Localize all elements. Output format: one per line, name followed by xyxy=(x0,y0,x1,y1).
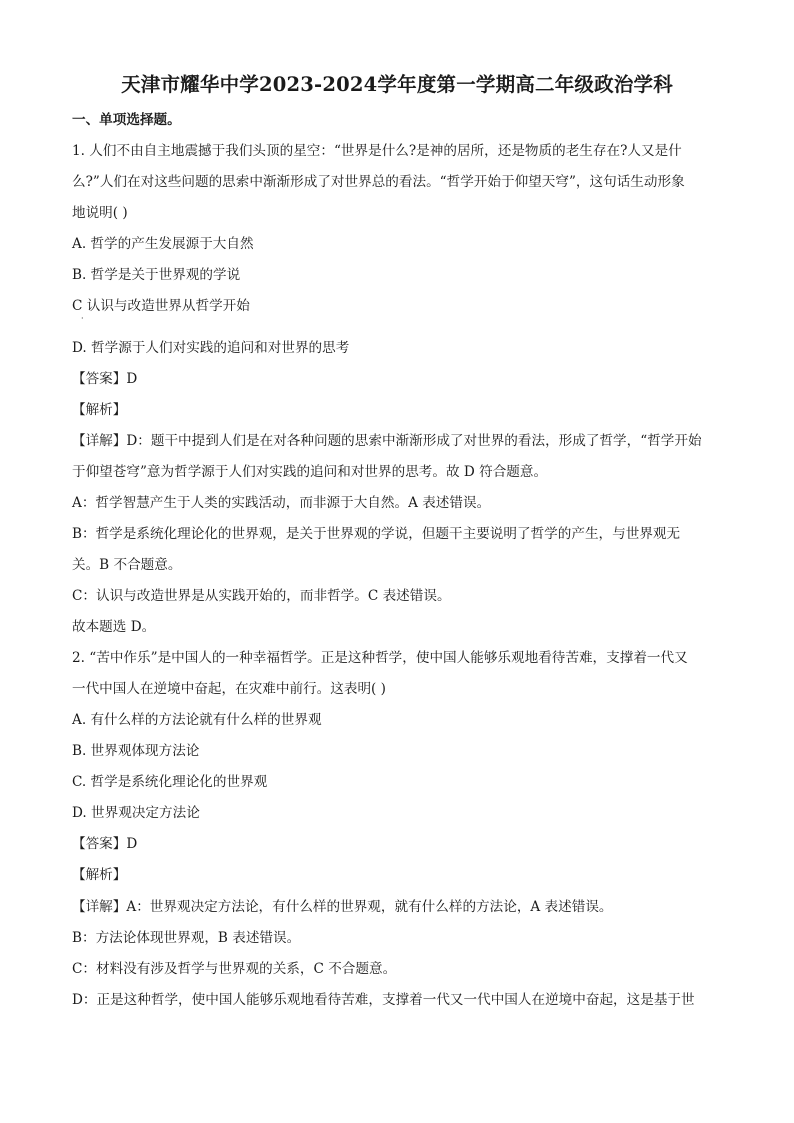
q1-explain-line-4: B：哲学是系统化理论化的世界观，是关于世界观的学说，但题干主要说明了哲学的产生，与世界观无 xyxy=(72,526,681,542)
q1-explain-line-2: 于仰望苍穹”意为哲学源于人们对实践的追问和对世界的思考。故 D 符合题意。 xyxy=(72,464,548,480)
q2-answer: 【答案】D xyxy=(72,836,138,852)
q1-analysis-label: 【解析】 xyxy=(72,402,127,418)
q2-option-b: B. 世界观体现方法论 xyxy=(72,743,200,759)
q1-explain-line-5: 关。B 不合题意。 xyxy=(72,557,182,573)
q1-option-d: D. 哲学源于人们对实践的追问和对世界的思考 xyxy=(72,340,350,356)
q2-option-c: C. 哲学是系统化理论化的世界观 xyxy=(72,774,268,790)
q2-stem-line-1: 2. “苦中作乐”是中国人的一种幸福哲学。正是这种哲学，使中国人能够乐观地看待苦难，支撑着一代又 xyxy=(72,650,688,666)
q1-option-b: B. 哲学是关于世界观的学说 xyxy=(72,267,241,283)
q2-explain-line-3: C：材料没有涉及哲学与世界观的关系，C 不合题意。 xyxy=(72,961,397,977)
q1-stem-line-2: 么?”人们在对这些问题的思索中渐渐形成了对世界总的看法。“哲学开始于仰望天穹”，这句话生动形象 xyxy=(72,174,685,190)
q2-option-d: D. 世界观决定方法论 xyxy=(72,805,200,821)
section-heading: 一、单项选择题。 xyxy=(72,112,181,128)
q2-stem-line-2: 一代中国人在逆境中奋起，在灾难中前行。这表明( ) xyxy=(72,681,386,697)
q1-option-a: A. 哲学的产生发展源于大自然 xyxy=(72,236,254,252)
q1-explain-line-3: A：哲学智慧产生于人类的实践活动，而非源于大自然。A 表述错误。 xyxy=(72,495,491,511)
q1-explain-line-1: 【详解】D：题干中提到人们是在对各种问题的思索中渐渐形成了对世界的看法，形成了哲学，“哲学开始 xyxy=(72,433,702,449)
document-title: 天津市耀华中学2023-2024学年度第一学期高二年级政治学科 xyxy=(121,73,673,96)
q2-explain-line-2: B：方法论体现世界观，B 表述错误。 xyxy=(72,930,301,946)
stray-dot: · xyxy=(81,314,84,323)
q1-stem-line-3: 地说明( ) xyxy=(72,205,128,221)
q1-conclusion: 故本题选 D。 xyxy=(72,619,156,635)
q1-option-c: C 认识与改造世界从哲学开始 xyxy=(72,298,250,314)
q1-explain-line-6: C：认识与改造世界是从实践开始的，而非哲学。C 表述错误。 xyxy=(72,588,451,604)
q2-option-a: A. 有什么样的方法论就有什么样的世界观 xyxy=(72,712,322,728)
q2-explain-line-1: 【详解】A：世界观决定方法论，有什么样的世界观，就有什么样的方法论，A 表述错误。 xyxy=(72,899,613,915)
q1-stem-line-1: 1. 人们不由自主地震撼于我们头顶的星空：“世界是什么?是神的居所，还是物质的老生存在?人又是什 xyxy=(72,143,682,159)
q2-explain-line-4: D：正是这种哲学，使中国人能够乐观地看待苦难，支撑着一代又一代中国人在逆境中奋起，这是基于世 xyxy=(72,992,695,1008)
q2-analysis-label: 【解析】 xyxy=(72,867,127,883)
q1-answer: 【答案】D xyxy=(72,371,138,387)
